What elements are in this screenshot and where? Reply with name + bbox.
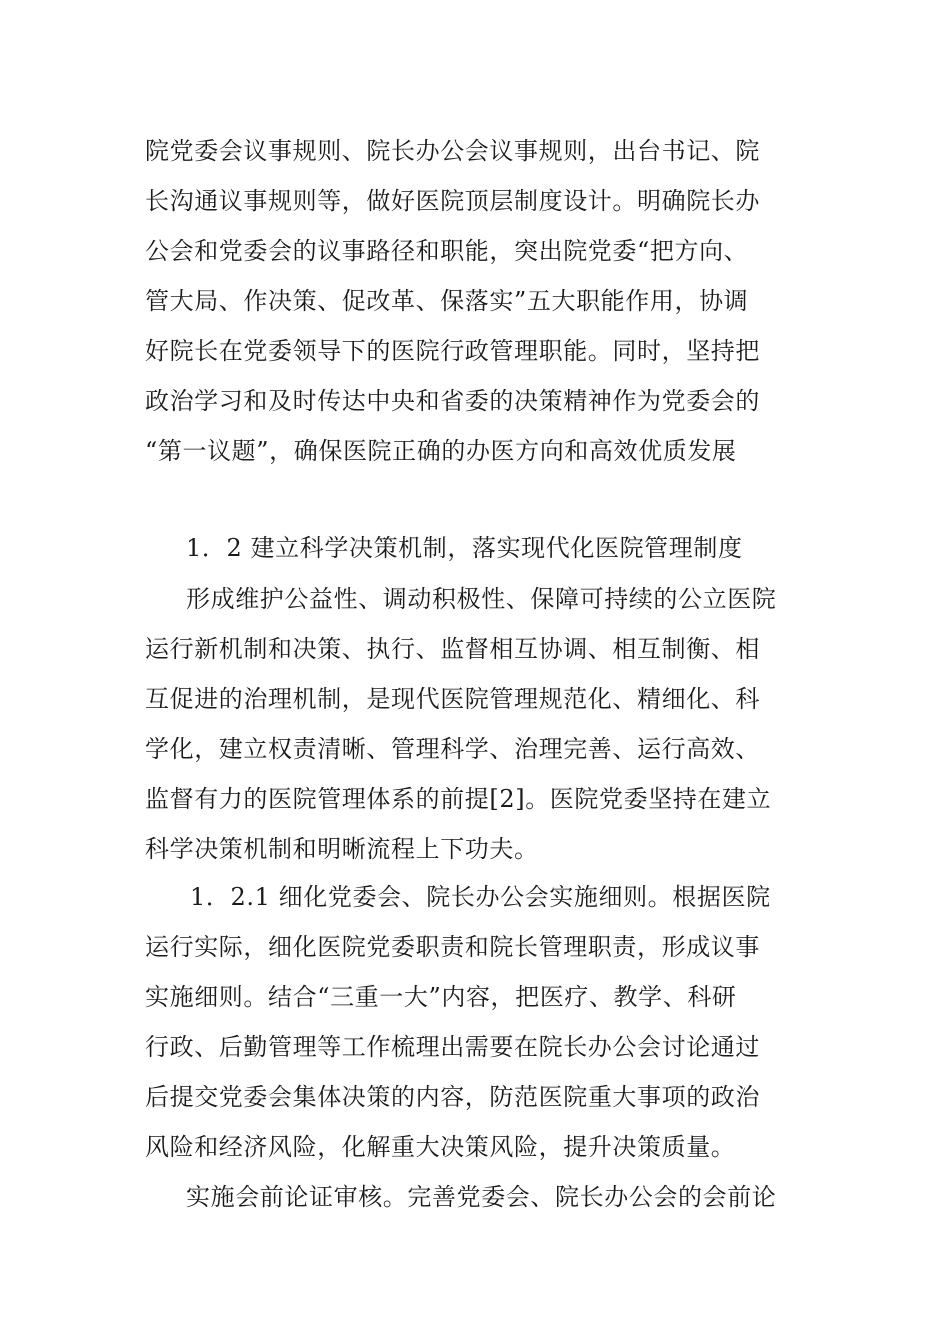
text-line: 行政、后勤管理等工作梳理出需要在院长办公会讨论通过 bbox=[145, 1033, 760, 1061]
text-line: 实施会前论证审核。完善党委会、院长办公会的会前论 bbox=[186, 1183, 777, 1211]
section-heading: 1．2 建立科学决策机制，落实现代化医院管理制度 bbox=[186, 534, 743, 562]
text-line: 管大局、作决策、促改革、保落实”五大职能作用，协调 bbox=[145, 287, 749, 315]
text-line: 长沟通议事规则等，做好医院顶层制度设计。明确院长办 bbox=[145, 187, 760, 215]
text-line: 风险和经济风险，化解重大决策风险，提升决策质量。 bbox=[145, 1133, 736, 1161]
text-line: 学化，建立权责清晰、管理科学、治理完善、运行高效、 bbox=[145, 735, 760, 763]
text-line: 互促进的治理机制，是现代医院管理规范化、精细化、科 bbox=[145, 685, 760, 713]
text-line: 公会和党委会的议事路径和职能，突出院党委“把方向、 bbox=[145, 237, 749, 265]
subsection-heading: 1．2.1 细化党委会、院长办公会实施细则。根据医院 bbox=[190, 883, 771, 911]
text-line: 运行新机制和决策、执行、监督相互协调、相互制衡、相 bbox=[145, 635, 760, 663]
text-line: 运行实际，细化医院党委职责和院长管理职责，形成议事 bbox=[145, 933, 760, 961]
text-line: 实施细则。结合“三重一大”内容，把医疗、教学、科研 bbox=[145, 983, 737, 1011]
text-line: “第一议题”，确保医院正确的办医方向和高效优质发展 bbox=[145, 437, 737, 465]
text-line: 好院长在党委领导下的医院行政管理职能。同时，坚持把 bbox=[145, 337, 760, 365]
text-line: 形成维护公益性、调动积极性、保障可持续的公立医院 bbox=[186, 585, 777, 613]
text-line: 政治学习和及时传达中央和省委的决策精神作为党委会的 bbox=[145, 387, 760, 415]
text-line: 监督有力的医院管理体系的前提[2]。医院党委坚持在建立 bbox=[145, 785, 772, 813]
text-line: 院党委会议事规则、院长办公会议事规则，出台书记、院 bbox=[145, 137, 760, 165]
text-line: 后提交党委会集体决策的内容，防范医院重大事项的政治 bbox=[145, 1083, 760, 1111]
text-line: 科学决策机制和明晰流程上下功夫。 bbox=[145, 835, 539, 863]
